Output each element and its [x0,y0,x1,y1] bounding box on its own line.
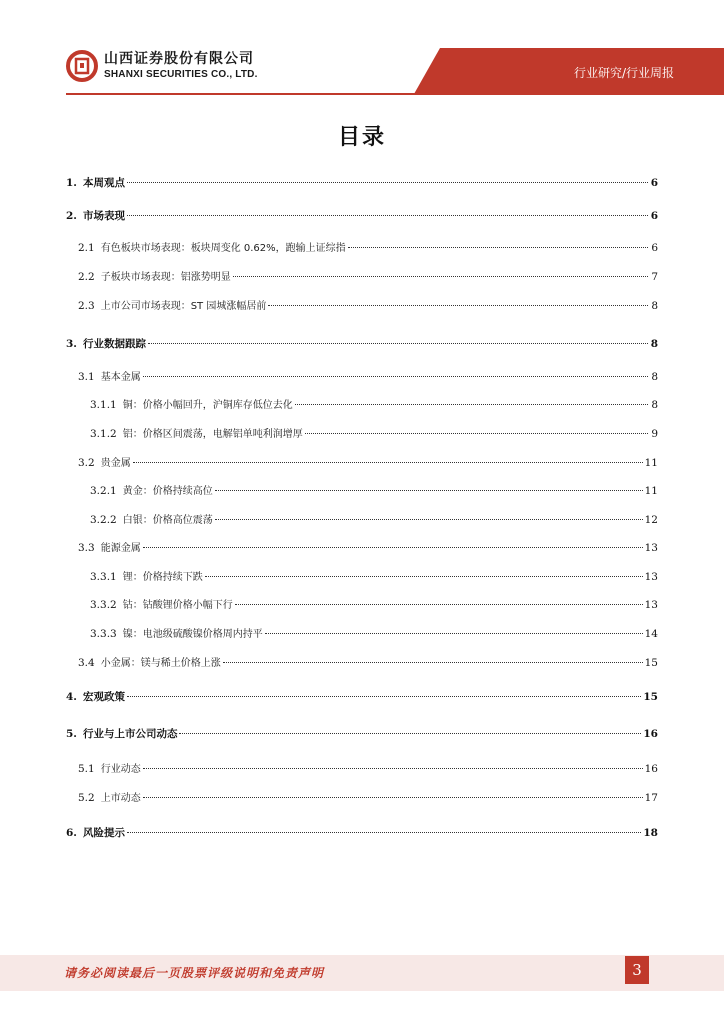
toc-entry-title: 贵金属 [100,458,131,469]
toc-entry-number: 3.3.3 [90,628,117,640]
toc-entry-title: 上市动态 [100,793,141,804]
toc-entry-title: 铝：价格区间震荡，电解铝单吨利润增厚 [122,429,303,440]
toc-dot-leader [295,404,648,405]
toc-entry-page: 16 [643,728,658,740]
toc-entry-title: 黄金：价格持续高位 [122,486,213,497]
toc-entry-title: 行业与上市公司动态 [82,728,178,740]
toc-entry-title: 市场表现 [82,210,125,222]
toc-entry-page: 18 [643,827,658,839]
toc-entry-title: 子板块市场表现：铝涨势明显 [100,272,231,283]
toc-entry[interactable] [78,541,658,555]
toc-entry-number: 3.2.1 [90,485,117,497]
toc-dot-leader [143,768,643,769]
toc-dot-leader [179,733,641,734]
toc-entry-number: 3.2.2 [90,514,117,526]
toc-entry-number: 3.2 [78,457,95,469]
company-logo [66,50,258,82]
toc-dot-leader [127,696,641,697]
toc-dot-leader [143,547,643,548]
toc-entry-number: 5.1 [78,763,95,775]
toc-entry-title: 宏观政策 [82,691,125,703]
company-name-cn: 山西证券股份有限公司 [104,51,254,67]
toc-dot-leader [127,832,641,833]
toc-dot-leader [148,343,648,344]
toc-entry-title: 小金属：镁与稀土价格上涨 [100,658,221,669]
toc-entry-page: 17 [644,792,658,804]
toc-entry-number: 6. [66,827,77,839]
header-rule [66,93,724,95]
toc-entry-title: 锂：价格持续下跌 [122,572,203,583]
toc-entry-page: 6 [650,177,658,189]
toc-title: 目录 [337,125,386,150]
toc-dot-leader [348,247,648,248]
toc-entry-page: 8 [651,399,658,411]
toc-entry[interactable] [66,690,658,704]
toc-dot-leader [223,662,643,663]
page-number: 3 [625,956,649,984]
toc-entry-page: 8 [650,338,658,350]
toc-entry[interactable] [78,456,658,470]
toc-entry-title: 铜：价格小幅回升，沪铜库存低位去化 [122,400,293,411]
toc-entry-page: 6 [650,210,658,222]
toc-dot-leader [233,276,648,277]
toc-entry-page: 11 [644,485,658,497]
toc-entry-number: 5. [66,728,77,740]
toc-entry-title: 镍：电池级硫酸镍价格周内持平 [122,629,263,640]
toc-entry-title: 上市公司市场表现：ST 园城涨幅居前 [100,301,267,312]
toc-entry-number: 2. [66,210,77,222]
toc-dot-leader [133,462,643,463]
toc-entry-title: 钴：钴酸锂价格小幅下行 [122,600,233,611]
toc-entry-number: 3.3.2 [90,599,117,611]
footer-disclaimer: 请务必阅读最后一页股票评级说明和免责声明 [64,966,325,980]
toc-entry-number: 3.3.1 [90,571,117,583]
toc-entry[interactable] [90,484,658,498]
toc-entry[interactable] [78,241,658,255]
toc-entry-number: 2.2 [78,271,95,283]
toc-dot-leader [215,519,643,520]
toc-entry-page: 9 [651,428,658,440]
toc-entry-page: 15 [644,657,658,669]
toc-dot-leader [235,604,643,605]
toc-dot-leader [143,376,648,377]
toc-entry-page: 11 [644,457,658,469]
toc-entry-page: 7 [651,271,658,283]
toc-entry[interactable] [90,598,658,612]
toc-entry[interactable] [66,337,658,351]
toc-entry-page: 6 [651,242,658,254]
toc-dot-leader [268,305,648,306]
toc-entry-page: 16 [644,763,658,775]
toc-entry-page: 13 [644,571,658,583]
toc-entry-number: 3.4 [78,657,95,669]
toc-entry-number: 2.1 [78,242,95,254]
toc-entry[interactable] [66,826,658,840]
toc-dot-leader [127,182,648,183]
toc-entry[interactable] [66,727,658,741]
toc-entry-number: 3. [66,338,77,350]
page-header [0,0,724,100]
toc-entry-page: 14 [644,628,658,640]
toc-entry-number: 5.2 [78,792,95,804]
toc-entry[interactable] [78,762,658,776]
company-name-en: SHANXI SECURITIES CO., LTD. [104,69,258,80]
toc-dot-leader [215,490,643,491]
toc-entry-title: 基本金属 [100,372,141,383]
toc-dot-leader [127,215,648,216]
toc-entry-number: 3.3 [78,542,95,554]
toc-entry[interactable] [90,627,658,641]
toc-entry-page: 8 [651,371,658,383]
toc-entry[interactable] [78,656,658,670]
toc-entry-title: 白银：价格高位震荡 [122,515,213,526]
report-type-label: 行业研究/行业周报 [573,66,674,80]
toc-entry-page: 13 [644,542,658,554]
toc-entry[interactable] [90,398,658,412]
toc-entry-number: 3.1 [78,371,95,383]
toc-entry-number: 4. [66,691,77,703]
toc-dot-leader [265,633,643,634]
toc-entry-title: 本周观点 [82,177,125,189]
toc-entry[interactable] [78,791,658,805]
toc-dot-leader [143,797,643,798]
toc-entry[interactable] [90,570,658,584]
toc-entry-number: 3.1.1 [90,399,117,411]
toc-entry-number: 3.1.2 [90,428,117,440]
toc-entry-title: 行业动态 [100,764,141,775]
toc-entry-title: 有色板块市场表现：板块周变化 0.62%，跑输上证综指 [100,243,346,254]
toc-entry-page: 8 [651,300,658,312]
toc-entry[interactable] [66,176,658,190]
toc-dot-leader [305,433,648,434]
shanxi-securities-logo-icon [66,50,98,82]
toc-entry-page: 12 [644,514,658,526]
toc-entry[interactable] [78,270,658,284]
toc-entry-number: 2.3 [78,300,95,312]
toc-entry-page: 13 [644,599,658,611]
toc-entry-number: 1. [66,177,77,189]
toc-entry-title: 风险提示 [82,827,125,839]
toc-entry-title: 能源金属 [100,543,141,554]
toc-entry[interactable] [66,209,658,223]
toc-entry[interactable] [90,427,658,441]
toc-entry-title: 行业数据跟踪 [82,338,146,350]
toc-entry-page: 15 [643,691,658,703]
toc-entry[interactable] [90,513,658,527]
toc-entry[interactable] [78,299,658,313]
toc-entry[interactable] [78,370,658,384]
toc-dot-leader [205,576,643,577]
